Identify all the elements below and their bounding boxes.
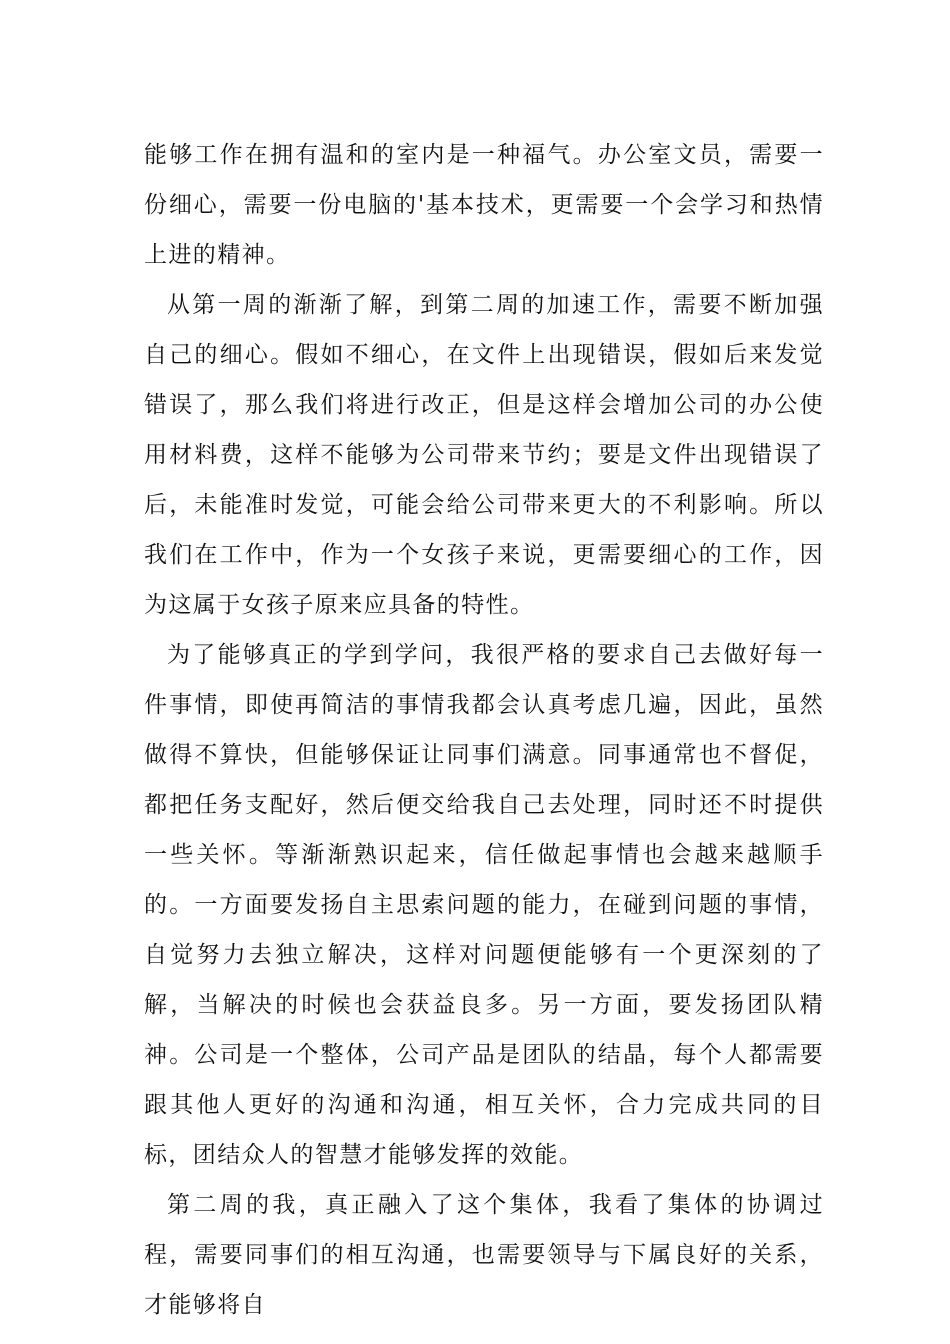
paragraph-4: 第二周的我，真正融入了这个集体，我看了集体的协调过程，需要同事们的相互沟通，也需要领导与下属良好的关系，才能够将自 [144,1192,824,1318]
paragraph-2: 从第一周的渐渐了解，到第二周的加速工作，需要不断加强自己的细心。假如不细心，在文件上出现错误，假如后来发觉错误了，那么我们将进行改正，但是这样会增加公司的办公使用材料费，这样不能够为公司带来节约；要是文件出现错误了后，未能准时发觉，可能会给公司带来更大的不利影响。所以我们在工作中，作为一个女孩子来说，更需要细心的工作，因为这属于女孩子原来应具备的特性。 [144,292,824,618]
paragraph-1: 能够工作在拥有温和的室内是一种福气。办公室文员，需要一份细心，需要一份电脑的'基本技术，更需要一个会学习和热情上进的精神。 [144,142,824,268]
document-body [144,130,824,1330]
paragraph-3: 为了能够真正的学到学问，我很严格的要求自己去做好每一件事情，即使再简洁的事情我都会认真考虑几遍，因此，虽然做得不算快，但能够保证让同事们满意。同事通常也不督促，都把任务支配好，然后便交给我自己去处理，同时还不时提供一些关怀。等渐渐熟识起来，信任做起事情也会越来越顺手的。一方面要发扬自主思索问题的能力，在碰到问题的事情，自觉努力去独立解决，这样对问题便能够有一个更深刻的了解，当解决的时候也会获益良多。另一方面，要发扬团队精神。公司是一个整体，公司产品是团队的结晶，每个人都需要跟其他人更好的沟通和沟通，相互关怀，合力完成共同的目标，团结众人的智慧才能够发挥的效能。 [144,642,824,1168]
